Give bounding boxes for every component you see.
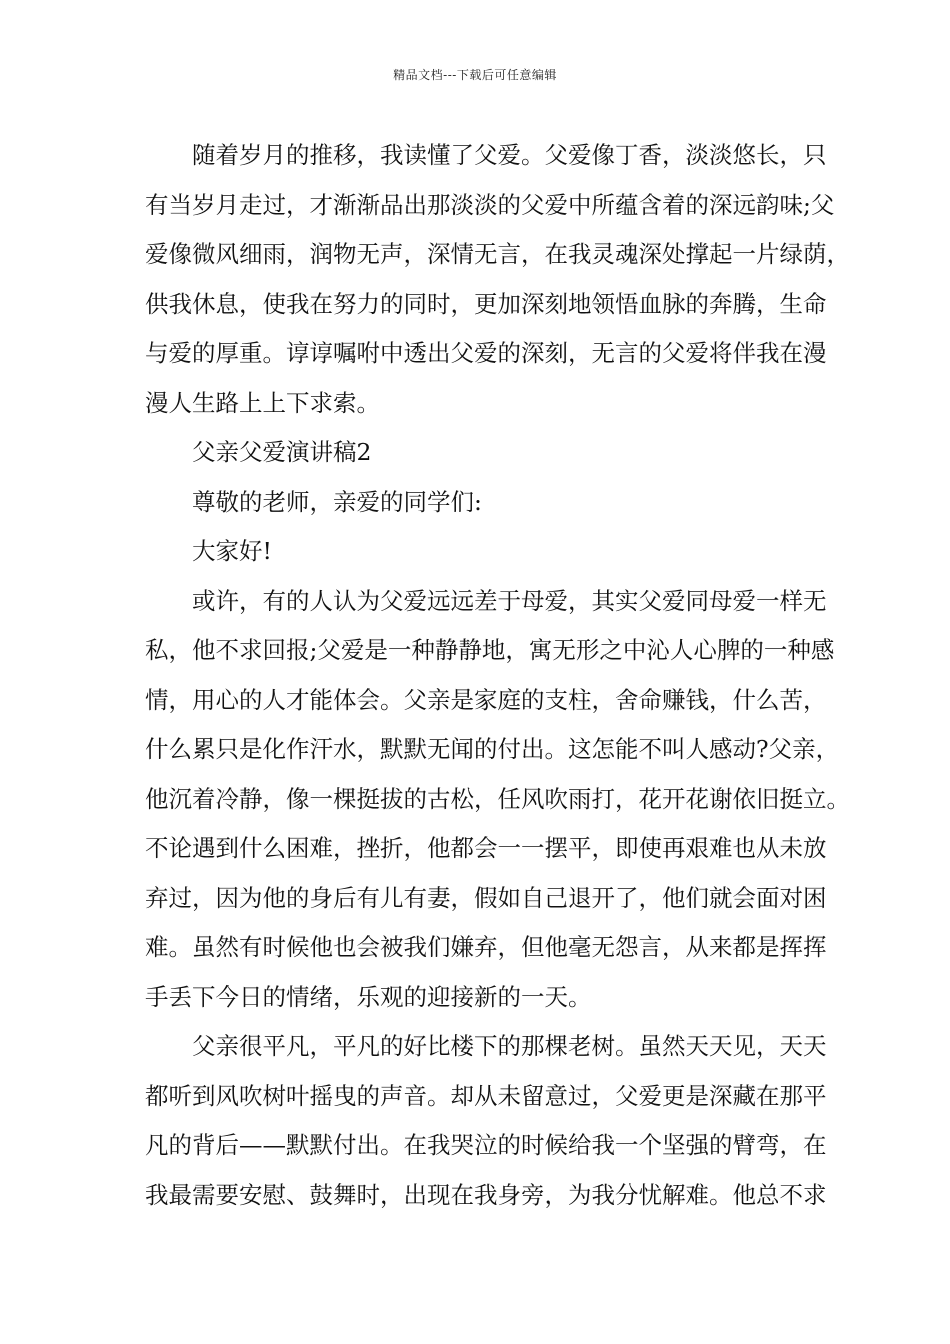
text-line: 都听到风吹树叶摇曳的声音。却从未留意过，父爱更是深藏在那平 xyxy=(145,1081,827,1110)
text-line: 私，他不求回报;父爱是一种静静地，寓无形之中沁人心脾的一种感 xyxy=(145,636,835,664)
document-body xyxy=(145,131,850,1220)
text-line: 或许，有的人认为父爱远远差于母爱，其实父爱同母爱一样无 xyxy=(192,586,827,615)
text-line: 他沉着冷静，像一棵挺拔的古松，任风吹雨打，花开花谢依旧挺立。 xyxy=(145,784,850,813)
text-line: 手丢下今日的情绪，乐观的迎接新的一天。 xyxy=(145,982,592,1011)
text-line: 爱像微风细雨，润物无声，深情无言，在我灵魂深处撑起一片绿荫， xyxy=(145,240,850,268)
text-line: 我最需要安慰、鼓舞时，出现在我身旁，为我分忧解难。他总不求 xyxy=(145,1180,827,1209)
text-line: 情，用心的人才能体会。父亲是家庭的支柱，舍命赚钱，什么苦， xyxy=(145,685,827,714)
text-line: 尊敬的老师，亲爱的同学们: xyxy=(192,487,482,516)
text-line: 大家好! xyxy=(192,537,272,565)
text-line: 有当岁月走过，才渐渐品出那淡淡的父爱中所蕴含着的深远韵味;父 xyxy=(145,190,835,219)
text-line: 难。虽然有时候他也会被我们嫌弃，但他毫无怨言，从来都是挥挥 xyxy=(145,933,827,961)
text-line: 供我休息，使我在努力的同时，更加深刻地领悟血脉的奔腾，生命 xyxy=(145,289,827,318)
text-line: 漫人生路上上下求索。 xyxy=(145,388,380,417)
text-line: 弃过，因为他的身后有儿有妻，假如自己退开了，他们就会面对困 xyxy=(145,883,827,912)
text-line: 父亲父爱演讲稿2 xyxy=(192,438,372,466)
text-line: 不论遇到什么困难，挫折，他都会一一摆平，即使再艰难也从未放 xyxy=(145,834,827,862)
page-header: 精品文档---下载后可任意编辑 xyxy=(393,68,557,82)
text-line: 与爱的厚重。谆谆嘱咐中透出父爱的深刻，无言的父爱将伴我在漫 xyxy=(145,339,827,367)
text-line: 什么累只是化作汗水，默默无闻的付出。这怎能不叫人感动?父亲， xyxy=(145,735,840,763)
text-line: 凡的背后——默默付出。在我哭泣的时候给我一个坚强的臂弯，在 xyxy=(145,1131,827,1159)
text-line: 随着岁月的推移，我读懂了父爱。父爱像丁香，淡淡悠长，只 xyxy=(192,141,827,169)
text-line: 父亲很平凡，平凡的好比楼下的那棵老树。虽然天天见，天天 xyxy=(192,1032,827,1060)
